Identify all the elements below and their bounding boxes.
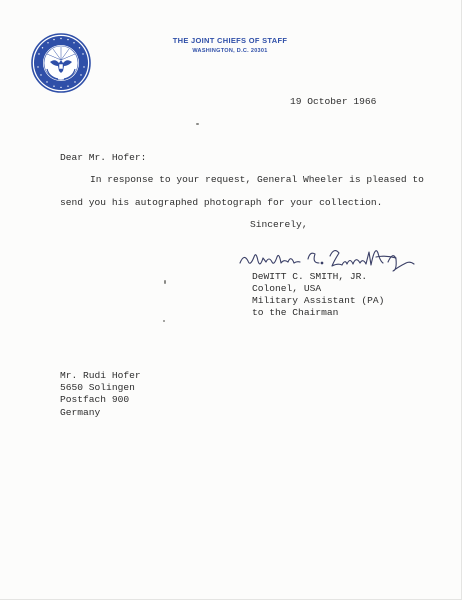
salutation: Dear Mr. Hofer: [60, 152, 147, 163]
letter-date: 19 October 1966 [290, 96, 377, 107]
signatory-rank: Colonel, USA [252, 283, 322, 294]
signatory-name: DeWITT C. SMITH, JR. [252, 271, 368, 282]
paper-speck [196, 123, 199, 125]
handwritten-signature [236, 241, 416, 273]
body-line-2: send you his autographed photograph for your collection. [60, 197, 383, 208]
signature-block [252, 271, 384, 319]
recipient-address [60, 370, 141, 419]
paper-speck [164, 280, 166, 284]
organization-address: WASHINGTON, D.C. 20301 [192, 48, 268, 54]
organization-name: THE JOINT CHIEFS OF STAFF [172, 36, 288, 45]
recipient-country: Germany [60, 406, 101, 418]
department-of-defense-seal-icon [31, 33, 91, 93]
signatory-office: to the Chairman [252, 307, 339, 318]
recipient-postbox: Postfach 900 [60, 394, 130, 406]
letterhead [150, 36, 310, 56]
recipient-city: 5650 Solingen [60, 382, 135, 394]
signatory-title: Military Assistant (PA) [252, 295, 385, 306]
paper-speck [163, 320, 165, 322]
body-line-1: In response to your request, General Wheeler is pleased to [90, 174, 424, 185]
closing: Sincerely, [250, 219, 308, 230]
recipient-name: Mr. Rudi Hofer [60, 370, 141, 381]
